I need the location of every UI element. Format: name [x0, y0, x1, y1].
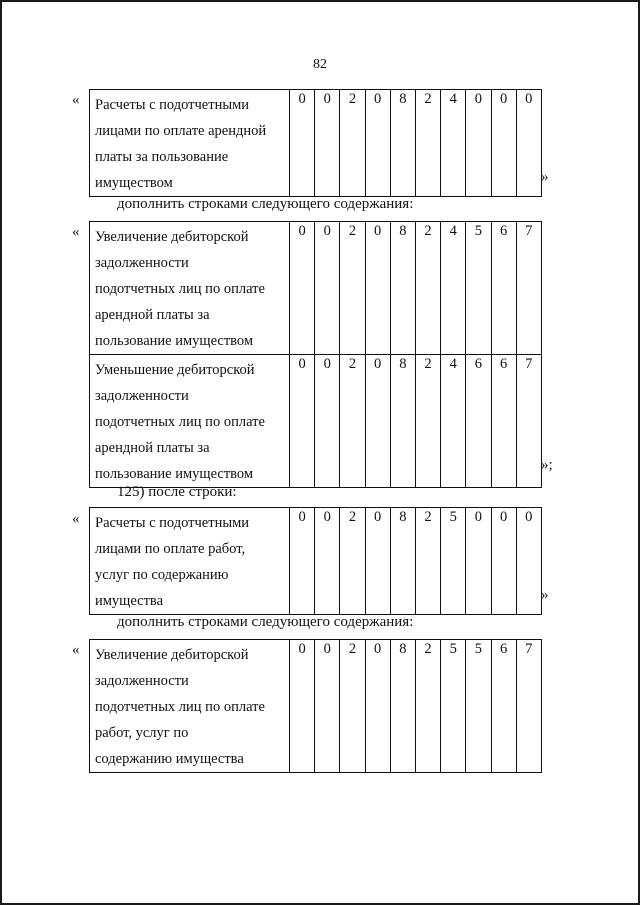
- account-name-line: содержанию имущества: [95, 751, 244, 767]
- code-digit: 2: [340, 640, 365, 773]
- account-name-line: арендной платы за: [95, 440, 210, 456]
- account-name-line: подотчетных лиц по оплате: [95, 281, 265, 297]
- code-digit: 0: [290, 90, 315, 197]
- account-name-line: задолженности: [95, 255, 189, 271]
- code-digit: 4: [441, 355, 466, 488]
- code-digit: 6: [491, 640, 516, 773]
- opening-quote: «: [72, 511, 80, 527]
- table-row: [90, 355, 542, 488]
- code-digit: 4: [441, 222, 466, 355]
- account-name-line: услуг по содержанию: [95, 567, 229, 583]
- code-digit: 8: [390, 640, 415, 773]
- code-digit: 5: [466, 640, 491, 773]
- account-name-cell: [90, 355, 290, 488]
- account-name-line: Расчеты с подотчетными: [95, 515, 250, 531]
- code-digit: 6: [491, 222, 516, 355]
- account-name-cell: [90, 90, 290, 197]
- code-digit: 5: [441, 508, 466, 615]
- closing-quote: »;: [541, 457, 553, 473]
- code-digit: 0: [290, 222, 315, 355]
- code-digit: 0: [466, 508, 491, 615]
- code-digit: 5: [466, 222, 491, 355]
- table-row: [90, 508, 542, 615]
- opening-quote: «: [72, 642, 80, 658]
- code-digit: 4: [441, 90, 466, 197]
- account-name-line: лицами по оплате арендной: [95, 123, 267, 139]
- code-digit: 2: [340, 90, 365, 197]
- code-digit: 2: [340, 222, 365, 355]
- account-name-line: работ, услуг по: [95, 725, 189, 741]
- code-digit: 0: [365, 222, 390, 355]
- code-digit: 0: [466, 90, 491, 197]
- code-digit: 0: [365, 508, 390, 615]
- instruction-text: дополнить строками следующего содержания:: [117, 614, 414, 630]
- code-digit: 8: [390, 355, 415, 488]
- account-name-line: пользование имуществом: [95, 333, 254, 349]
- account-name-cell: [90, 640, 290, 773]
- instruction-text: 125) после строки:: [117, 484, 237, 500]
- closing-quote: »: [541, 169, 549, 185]
- code-digit: 0: [290, 640, 315, 773]
- code-digit: 0: [491, 508, 516, 615]
- code-digit: 8: [390, 222, 415, 355]
- code-table-1: [89, 89, 542, 197]
- code-digit: 7: [516, 355, 541, 488]
- code-digit: 7: [516, 640, 541, 773]
- code-digit: 0: [516, 90, 541, 197]
- code-digit: 8: [390, 90, 415, 197]
- code-digit: 2: [415, 508, 440, 615]
- code-digit: 5: [441, 640, 466, 773]
- account-name-line: Расчеты с подотчетными: [95, 97, 250, 113]
- instruction-text: дополнить строками следующего содержания:: [117, 196, 414, 212]
- opening-quote: «: [72, 92, 80, 108]
- account-name-line: лицами по оплате работ,: [95, 541, 246, 557]
- code-digit: 0: [315, 222, 340, 355]
- code-digit: 2: [340, 355, 365, 488]
- account-name-cell: [90, 222, 290, 355]
- code-digit: 2: [415, 640, 440, 773]
- code-digit: 8: [390, 508, 415, 615]
- code-digit: 0: [365, 640, 390, 773]
- code-digit: 2: [415, 355, 440, 488]
- code-table-2: [89, 221, 542, 488]
- code-table-3: [89, 507, 542, 615]
- code-digit: 0: [290, 355, 315, 488]
- code-digit: 0: [516, 508, 541, 615]
- code-digit: 2: [415, 90, 440, 197]
- code-digit: 2: [415, 222, 440, 355]
- account-name-line: Увеличение дебиторской: [95, 647, 249, 663]
- account-name-line: Уменьшение дебиторской: [95, 362, 255, 378]
- account-name-line: арендной платы за: [95, 307, 210, 323]
- page-number: 82: [313, 57, 327, 72]
- opening-quote: «: [72, 224, 80, 240]
- code-digit: 6: [466, 355, 491, 488]
- table-row: [90, 222, 542, 355]
- account-name-line: задолженности: [95, 673, 189, 689]
- account-name-line: подотчетных лиц по оплате: [95, 414, 265, 430]
- account-name-line: задолженности: [95, 388, 189, 404]
- table-row: [90, 640, 542, 773]
- code-digit: 0: [315, 508, 340, 615]
- code-digit: 0: [290, 508, 315, 615]
- code-digit: 2: [340, 508, 365, 615]
- closing-quote: »: [541, 587, 549, 603]
- code-table-4: [89, 639, 542, 773]
- account-name-line: пользование имуществом: [95, 466, 254, 482]
- account-name-line: платы за пользование: [95, 149, 229, 165]
- code-digit: 0: [315, 640, 340, 773]
- account-name-cell: [90, 508, 290, 615]
- code-digit: 0: [365, 90, 390, 197]
- account-name-line: Увеличение дебиторской: [95, 229, 249, 245]
- code-digit: 7: [516, 222, 541, 355]
- code-digit: 0: [491, 90, 516, 197]
- code-digit: 0: [365, 355, 390, 488]
- account-name-line: подотчетных лиц по оплате: [95, 699, 265, 715]
- code-digit: 0: [315, 90, 340, 197]
- account-name-line: имуществом: [95, 175, 173, 191]
- table-row: [90, 90, 542, 197]
- code-digit: 6: [491, 355, 516, 488]
- account-name-line: имущества: [95, 593, 164, 609]
- code-digit: 0: [315, 355, 340, 488]
